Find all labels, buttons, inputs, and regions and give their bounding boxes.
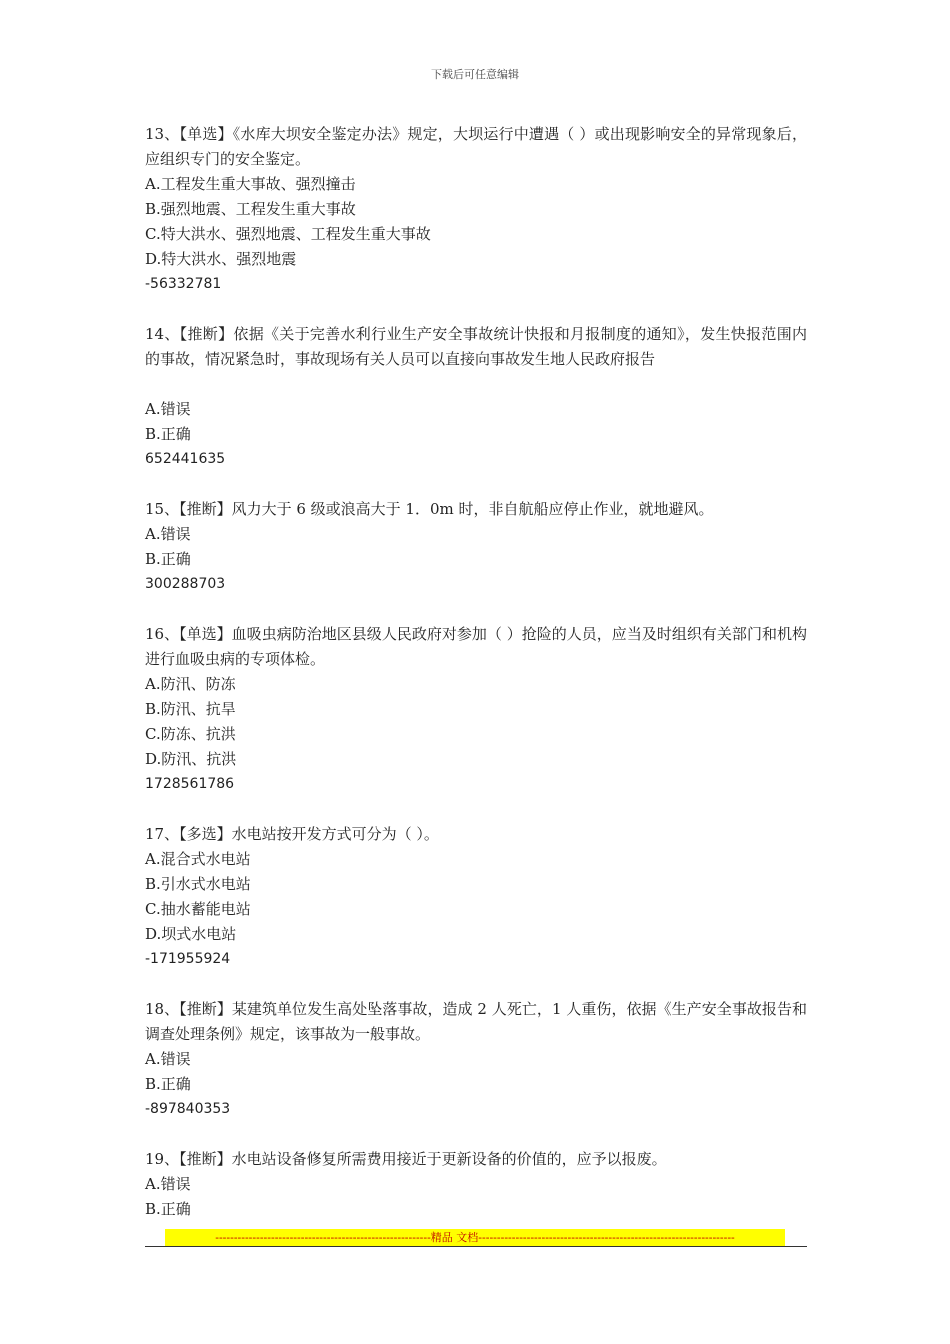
question-14 [145, 322, 807, 472]
option-b: B.正确 [145, 1075, 191, 1093]
question-stem: 15、【推断】风力大于 6 级或浪高大于 1．0m 时，非自航船应停止作业，就地避风。 [145, 500, 714, 518]
question-17 [145, 822, 807, 972]
question-18 [145, 997, 807, 1122]
option-c: C.特大洪水、强烈地震、工程发生重大事故 [145, 225, 431, 243]
option-d: D.坝式水电站 [145, 925, 237, 943]
page-header: 下载后可任意编辑 [431, 68, 519, 81]
option-a: A.错误 [145, 1050, 191, 1068]
footer-rule [145, 1246, 807, 1247]
question-list [145, 122, 807, 1247]
option-c: C.防冻、抗洪 [145, 725, 236, 743]
question-stem: 14、【推断】依据《关于完善水利行业生产安全事故统计快报和月报制度的通知》，发生快报范围内的事故，情况紧急时，事故现场有关人员可以直接向事故发生地人民政府报告 [145, 325, 807, 368]
option-b: B.引水式水电站 [145, 875, 251, 893]
option-a: A.错误 [145, 1175, 191, 1193]
option-b: B.正确 [145, 425, 191, 443]
question-code: 652441635 [145, 451, 226, 467]
question-code: 1728561786 [145, 776, 235, 792]
question-stem: 19、【推断】水电站设备修复所需费用接近于更新设备的价值的，应予以报废。 [145, 1150, 667, 1168]
question-16 [145, 622, 807, 797]
question-stem: 18、【推断】某建筑单位发生高处坠落事故，造成 2 人死亡，1 人重伤，依据《生产安全事故报告和调查处理条例》规定，该事故为一般事故。 [145, 1000, 807, 1043]
option-a: A.工程发生重大事故、强烈撞击 [145, 175, 356, 193]
option-a: A.混合式水电站 [145, 850, 251, 868]
blank-line [145, 372, 807, 397]
option-b: B.正确 [145, 1200, 191, 1218]
option-d: D.防汛、抗洪 [145, 750, 237, 768]
question-stem: 17、【多选】水电站按开发方式可分为（ ）。 [145, 825, 439, 843]
question-15 [145, 497, 807, 597]
question-19 [145, 1147, 807, 1222]
option-b: B.正确 [145, 550, 191, 568]
question-code: -56332781 [145, 276, 222, 292]
question-stem: 13、【单选】《水库大坝安全鉴定办法》规定，大坝运行中遭遇（ ）或出现影响安全的异常现象后，应组织专门的安全鉴定。 [145, 125, 807, 168]
option-a: A.错误 [145, 525, 191, 543]
option-a: A.错误 [145, 400, 191, 418]
question-code: -897840353 [145, 1101, 231, 1117]
option-d: D.特大洪水、强烈地震 [145, 250, 297, 268]
page-footer: ----------------------------------------------------------精品 文档--------------------------------------------------------------------- [165, 1229, 785, 1246]
option-a: A.防汛、防冻 [145, 675, 236, 693]
option-b: B.防汛、抗旱 [145, 700, 236, 718]
question-stem: 16、【单选】血吸虫病防治地区县级人民政府对参加（ ）抢险的人员，应当及时组织有关部门和机构进行血吸虫病的专项体检。 [145, 625, 807, 668]
question-code: -171955924 [145, 951, 231, 967]
question-code: 300288703 [145, 576, 226, 592]
option-c: C.抽水蓄能电站 [145, 900, 251, 918]
question-13 [145, 122, 807, 297]
option-b: B.强烈地震、工程发生重大事故 [145, 200, 356, 218]
